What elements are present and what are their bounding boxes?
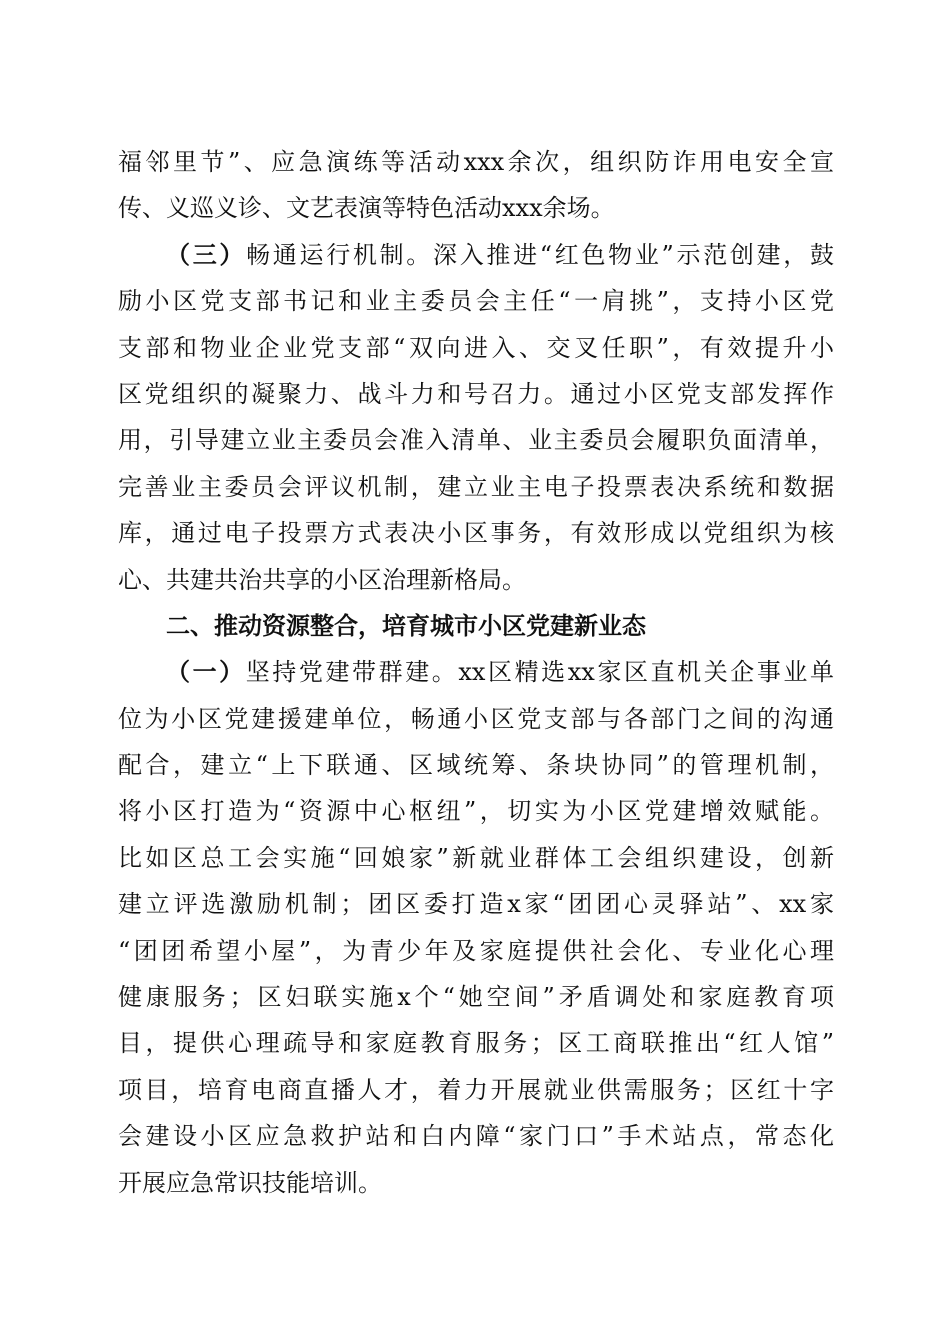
paragraph-line: 将小区打造为“资源中心枢纽”，切实为小区党建增效赋能。: [118, 797, 834, 826]
paragraph-line: 传、义巡义诊、文艺表演等特色活动xxx余场。: [118, 194, 615, 223]
paragraph-line: [118, 649, 834, 695]
subsection-number: （三）: [166, 240, 247, 269]
paragraph-line: 比如区总工会实施“回娘家”新就业群体工会组织建设，创新: [118, 843, 834, 872]
paragraph-line: 心、共建共治共享的小区治理新格局。: [118, 565, 526, 594]
paragraph-line: 项目，培育电商直播人才，着力开展就业供需服务；区红十字: [118, 1075, 834, 1104]
paragraph-line: [118, 232, 834, 278]
section-heading: 二、推动资源整合，培育城市小区党建新业态: [166, 611, 646, 640]
paragraph-line: 用，引导建立业主委员会准入清单、业主委员会履职负面清单，: [118, 426, 834, 455]
paragraph-line: 会建设小区应急救护站和白内障“家门口”手术站点，常态化: [118, 1122, 834, 1151]
paragraph-line: 开展应急常识技能培训。: [118, 1168, 382, 1197]
paragraph-line: 健康服务；区妇联实施x个“她空间”矛盾调处和家庭教育项: [118, 983, 834, 1012]
paragraph-line: 目，提供心理疏导和家庭教育服务；区工商联推出“红人馆”: [118, 1029, 834, 1058]
paragraph-line: 完善业主委员会评议机制，建立业主电子投票表决系统和数据: [118, 472, 834, 501]
paragraph-line: 福邻里节”、应急演练等活动xxx余次，组织防诈用电安全宣: [118, 148, 834, 176]
paragraph-text: 畅通运行机制。深入推进“红色物业”示范创建，鼓: [246, 240, 834, 269]
paragraph-line: 支部和物业企业党支部“双向进入、交叉任职”，有效提升小: [118, 333, 834, 362]
subsection-number: （一）: [166, 658, 246, 687]
paragraph-text: 坚持党建带群建。xx区精选xx家区直机关企事业单: [245, 658, 834, 687]
paragraph-line: 励小区党支部书记和业主委员会主任“一肩挑”，支持小区党: [118, 287, 834, 316]
paragraph-line: 配合，建立“上下联通、区域统筹、条块协同”的管理机制，: [118, 751, 834, 780]
paragraph-line: 建立评选激励机制；团区委打造x家“团团心灵驿站”、xx家: [118, 890, 834, 919]
paragraph-line: 位为小区党建援建单位，畅通小区党支部与各部门之间的沟通: [118, 704, 834, 733]
paragraph-line: 库，通过电子投票方式表决小区事务，有效形成以党组织为核: [118, 519, 834, 548]
paragraph-line: 区党组织的凝聚力、战斗力和号召力。通过小区党支部发挥作: [118, 379, 834, 408]
paragraph-line: “团团希望小屋”，为青少年及家庭提供社会化、专业化心理: [118, 936, 834, 965]
document-body: [118, 139, 834, 1206]
